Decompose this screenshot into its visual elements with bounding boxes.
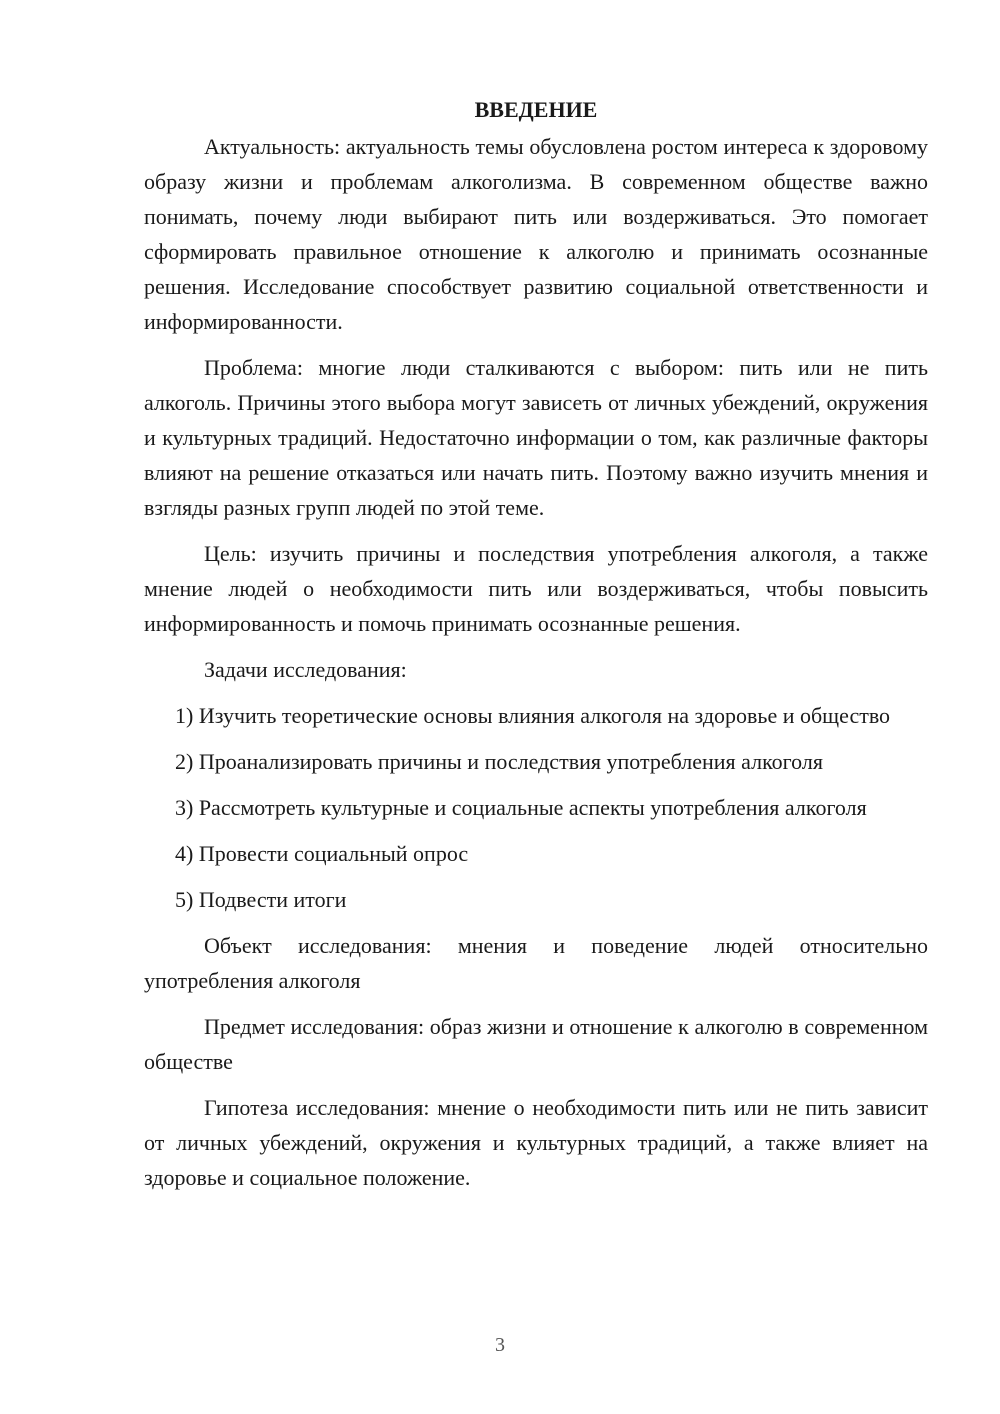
page-number: 3 — [495, 1334, 505, 1356]
paragraph-problem: Проблема: многие люди сталкиваются с выбором: пить или не пить алкоголь. Причины этого выбора могут зависеть от личных убеждений, окружения и культурных традиций. Недостаточно информации о том, как различные факторы влияют на решение отказаться или начать пить. Поэтому важно изучить мнения и взгляды разных групп людей по этой теме. — [144, 355, 928, 520]
paragraph-goal: Цель: изучить причины и последствия употребления алкоголя, а также мнение людей о необходимости пить или воздерживаться, чтобы повысить информированность и помочь принимать осознанные решения. — [144, 541, 928, 636]
paragraph-hypothesis: Гипотеза исследования: мнение о необходимости пить или не пить зависит от личных убеждений, окружения и культурных традиций, а также влияет на здоровье и социальное положение. — [144, 1095, 928, 1190]
paragraph-relevance: Актуальность: актуальность темы обусловлена ростом интереса к здоровому образу жизни и проблемам алкоголизма. В современном обществе важно понимать, почему люди выбирают пить или воздерживаться. Это помогает сформировать правильное отношение к алкоголю и принимать осознанные решения. Исследование способствует развитию социальной ответственности и информированности. — [144, 134, 928, 334]
list-item: 4) Провести социальный опрос — [175, 841, 469, 866]
page-title: ВВЕДЕНИЕ — [474, 97, 598, 122]
tasks-heading: Задачи исследования: — [204, 657, 407, 682]
list-item: 2) Проанализировать причины и последствия употребления алкоголя — [175, 749, 823, 774]
list-item: 1) Изучить теоретические основы влияния алкоголя на здоровье и общество — [175, 703, 891, 728]
list-item: 5) Подвести итоги — [175, 887, 347, 912]
paragraph-subject: Предмет исследования: образ жизни и отношение к алкоголю в современном обществе — [144, 1014, 928, 1074]
list-item: 3) Рассмотреть культурные и социальные аспекты употребления алкоголя — [175, 795, 867, 820]
document-body — [144, 92, 928, 1206]
paragraph-object: Объект исследования: мнения и поведение людей относительно употребления алкоголя — [144, 933, 928, 993]
